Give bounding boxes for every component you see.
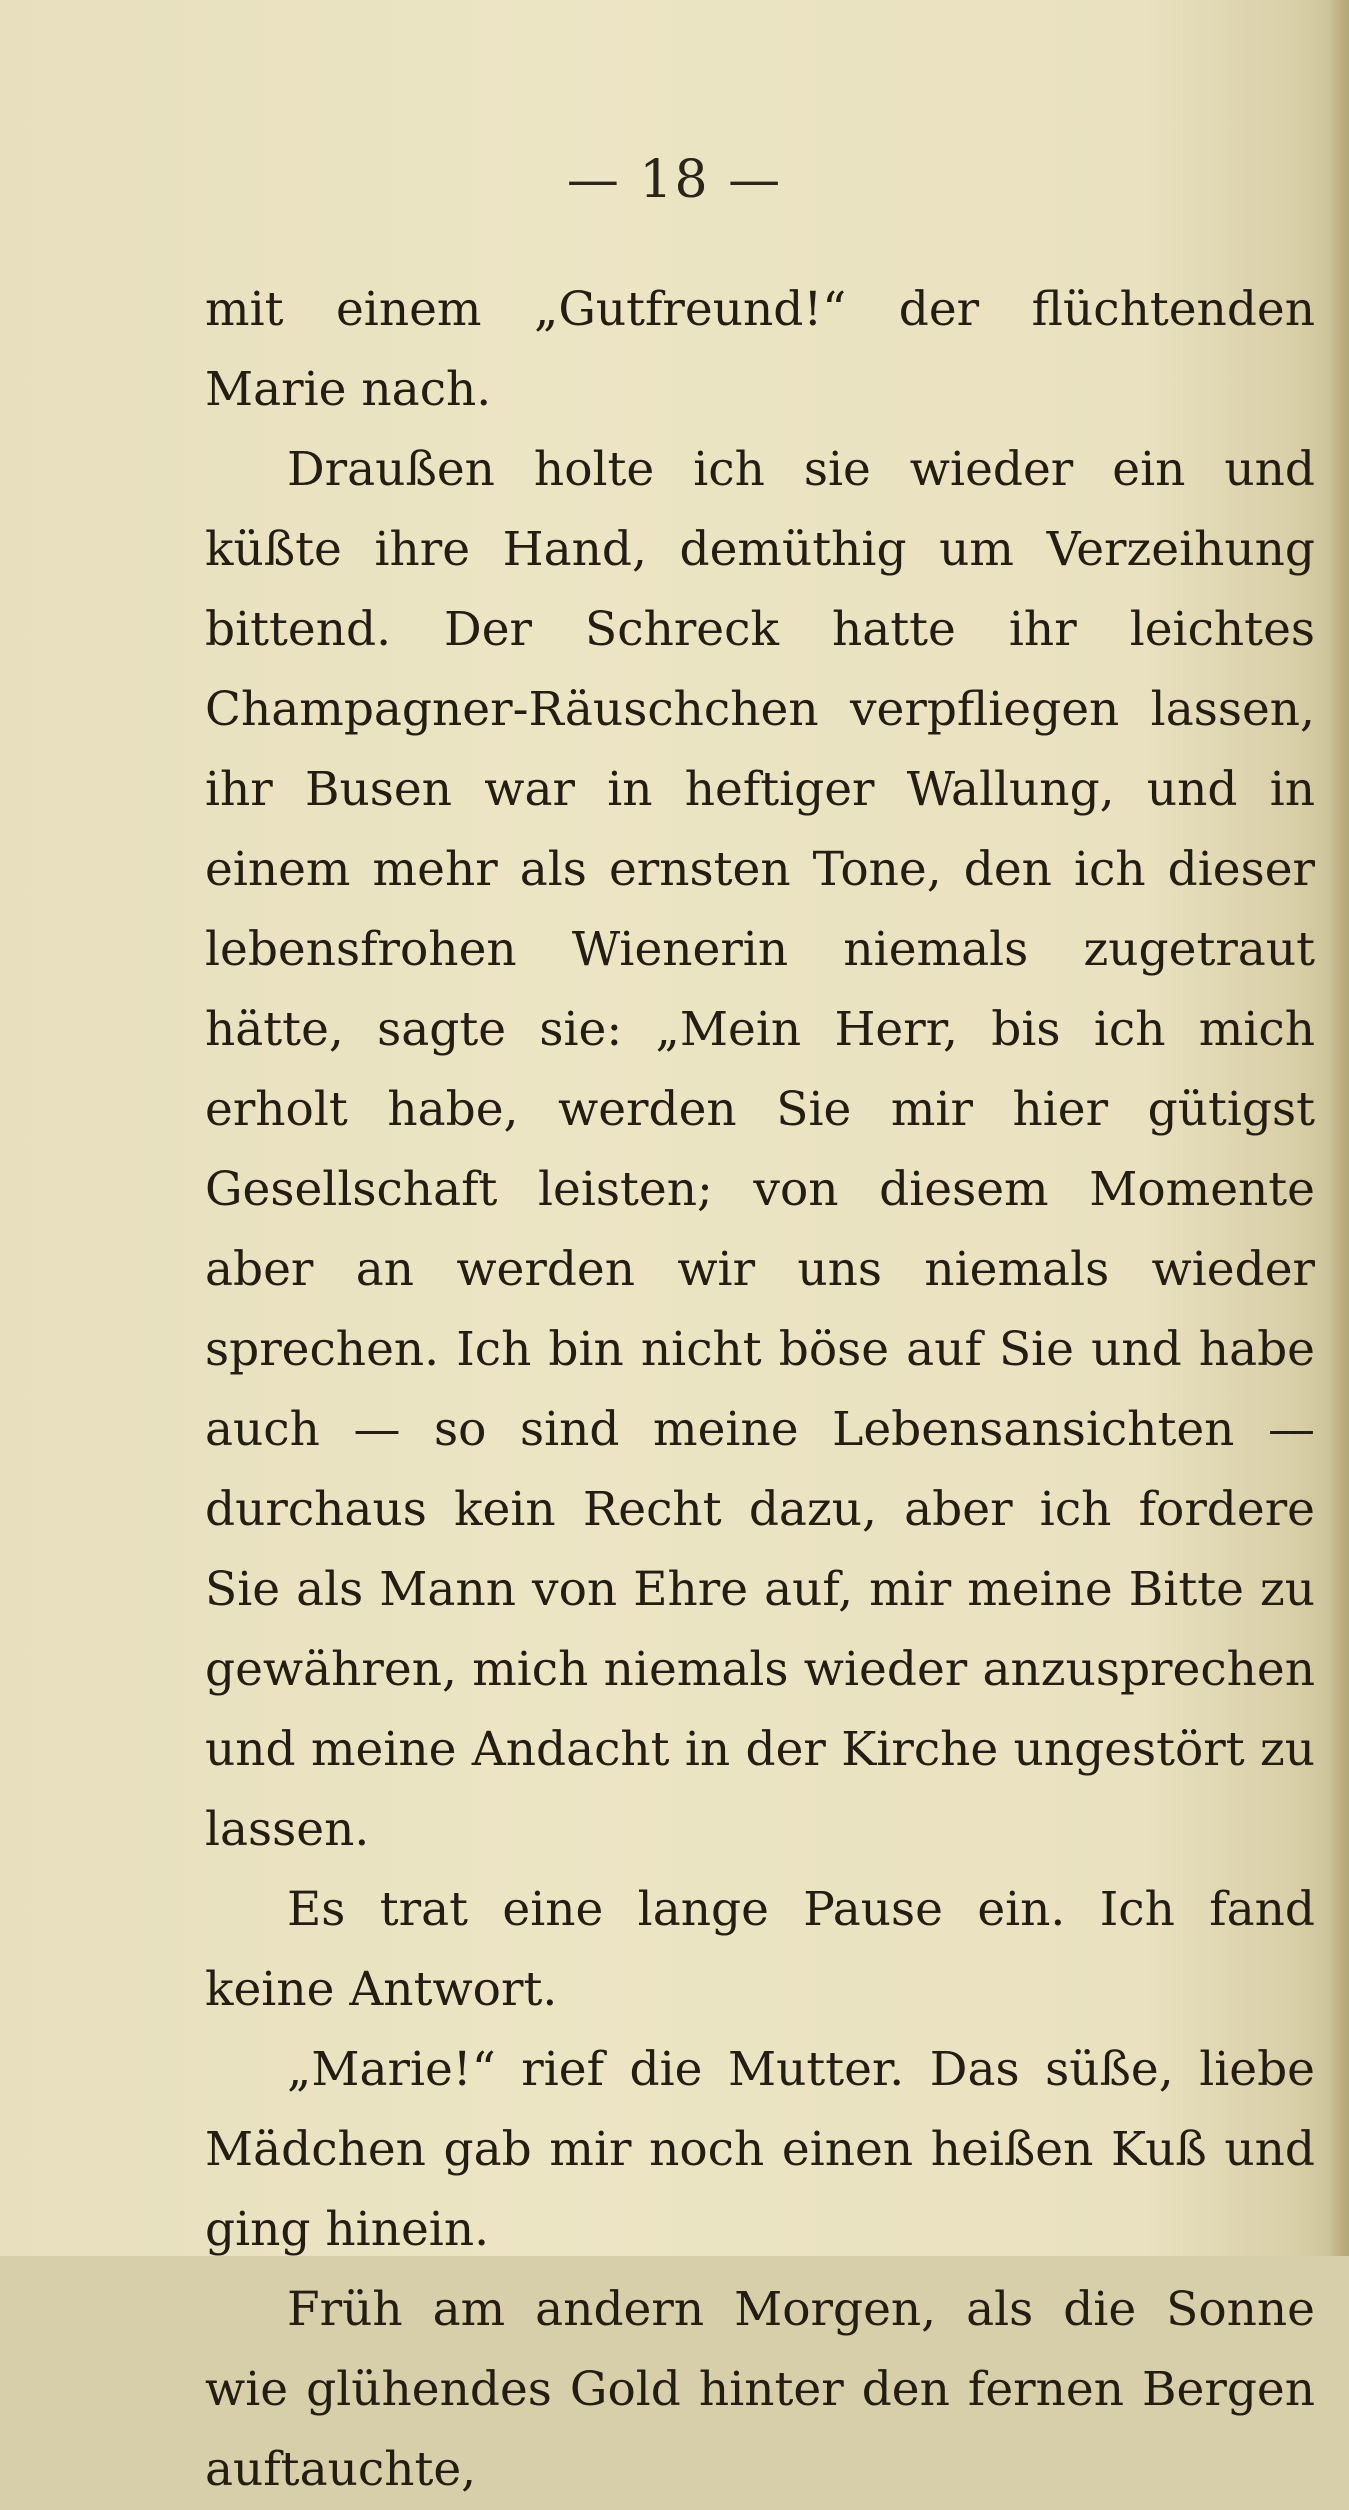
page-number: — 18 — — [566, 150, 783, 210]
paragraph-2: Draußen holte ich sie wieder ein und küßte ihre Hand, demüthig um Verzeihung bittend. Der Schreck hatte ihr leichtes Champagner-Räuschchen verpfliegen lassen, ihr Busen war in heftiger Wallung, und in einem mehr als ernsten Tone, den ich dieser lebensfrohen Wienerin niemals zugetraut hätte, sagte sie: „Mein Herr, bis ich mich erholt habe, werden Sie mir hier gütigst Gesellschaft leisten; von diesem Momente aber an werden wir uns niemals wieder sprechen. Ich bin nicht böse auf Sie und habe auch — so sind meine Lebensansichten — durchaus kein Recht dazu, aber ich fordere Sie als Mann von Ehre auf, mir meine Bitte zu gewähren, mich niemals wieder anzusprechen und meine Andacht in der Kirche ungestört zu lassen. — [205, 442, 1315, 1857]
paragraph-4: „Marie!“ rief die Mutter. Das süße, liebe Mädchen gab mir noch einen heißen Kuß und ging hinein. — [205, 2042, 1315, 2257]
paragraph-5: Früh am andern Morgen, als die Sonne wie glühendes Gold hinter den fernen Bergen auftauchte, — [205, 2282, 1315, 2497]
paragraph-3: Es trat eine lange Pause ein. Ich fand keine Antwort. — [205, 1882, 1315, 2017]
page-body — [205, 270, 1315, 2510]
page-edge-shadow — [1327, 0, 1349, 2256]
paragraph-1: mit einem „Gutfreund!“ der flüchtenden Marie nach. — [205, 282, 1315, 417]
